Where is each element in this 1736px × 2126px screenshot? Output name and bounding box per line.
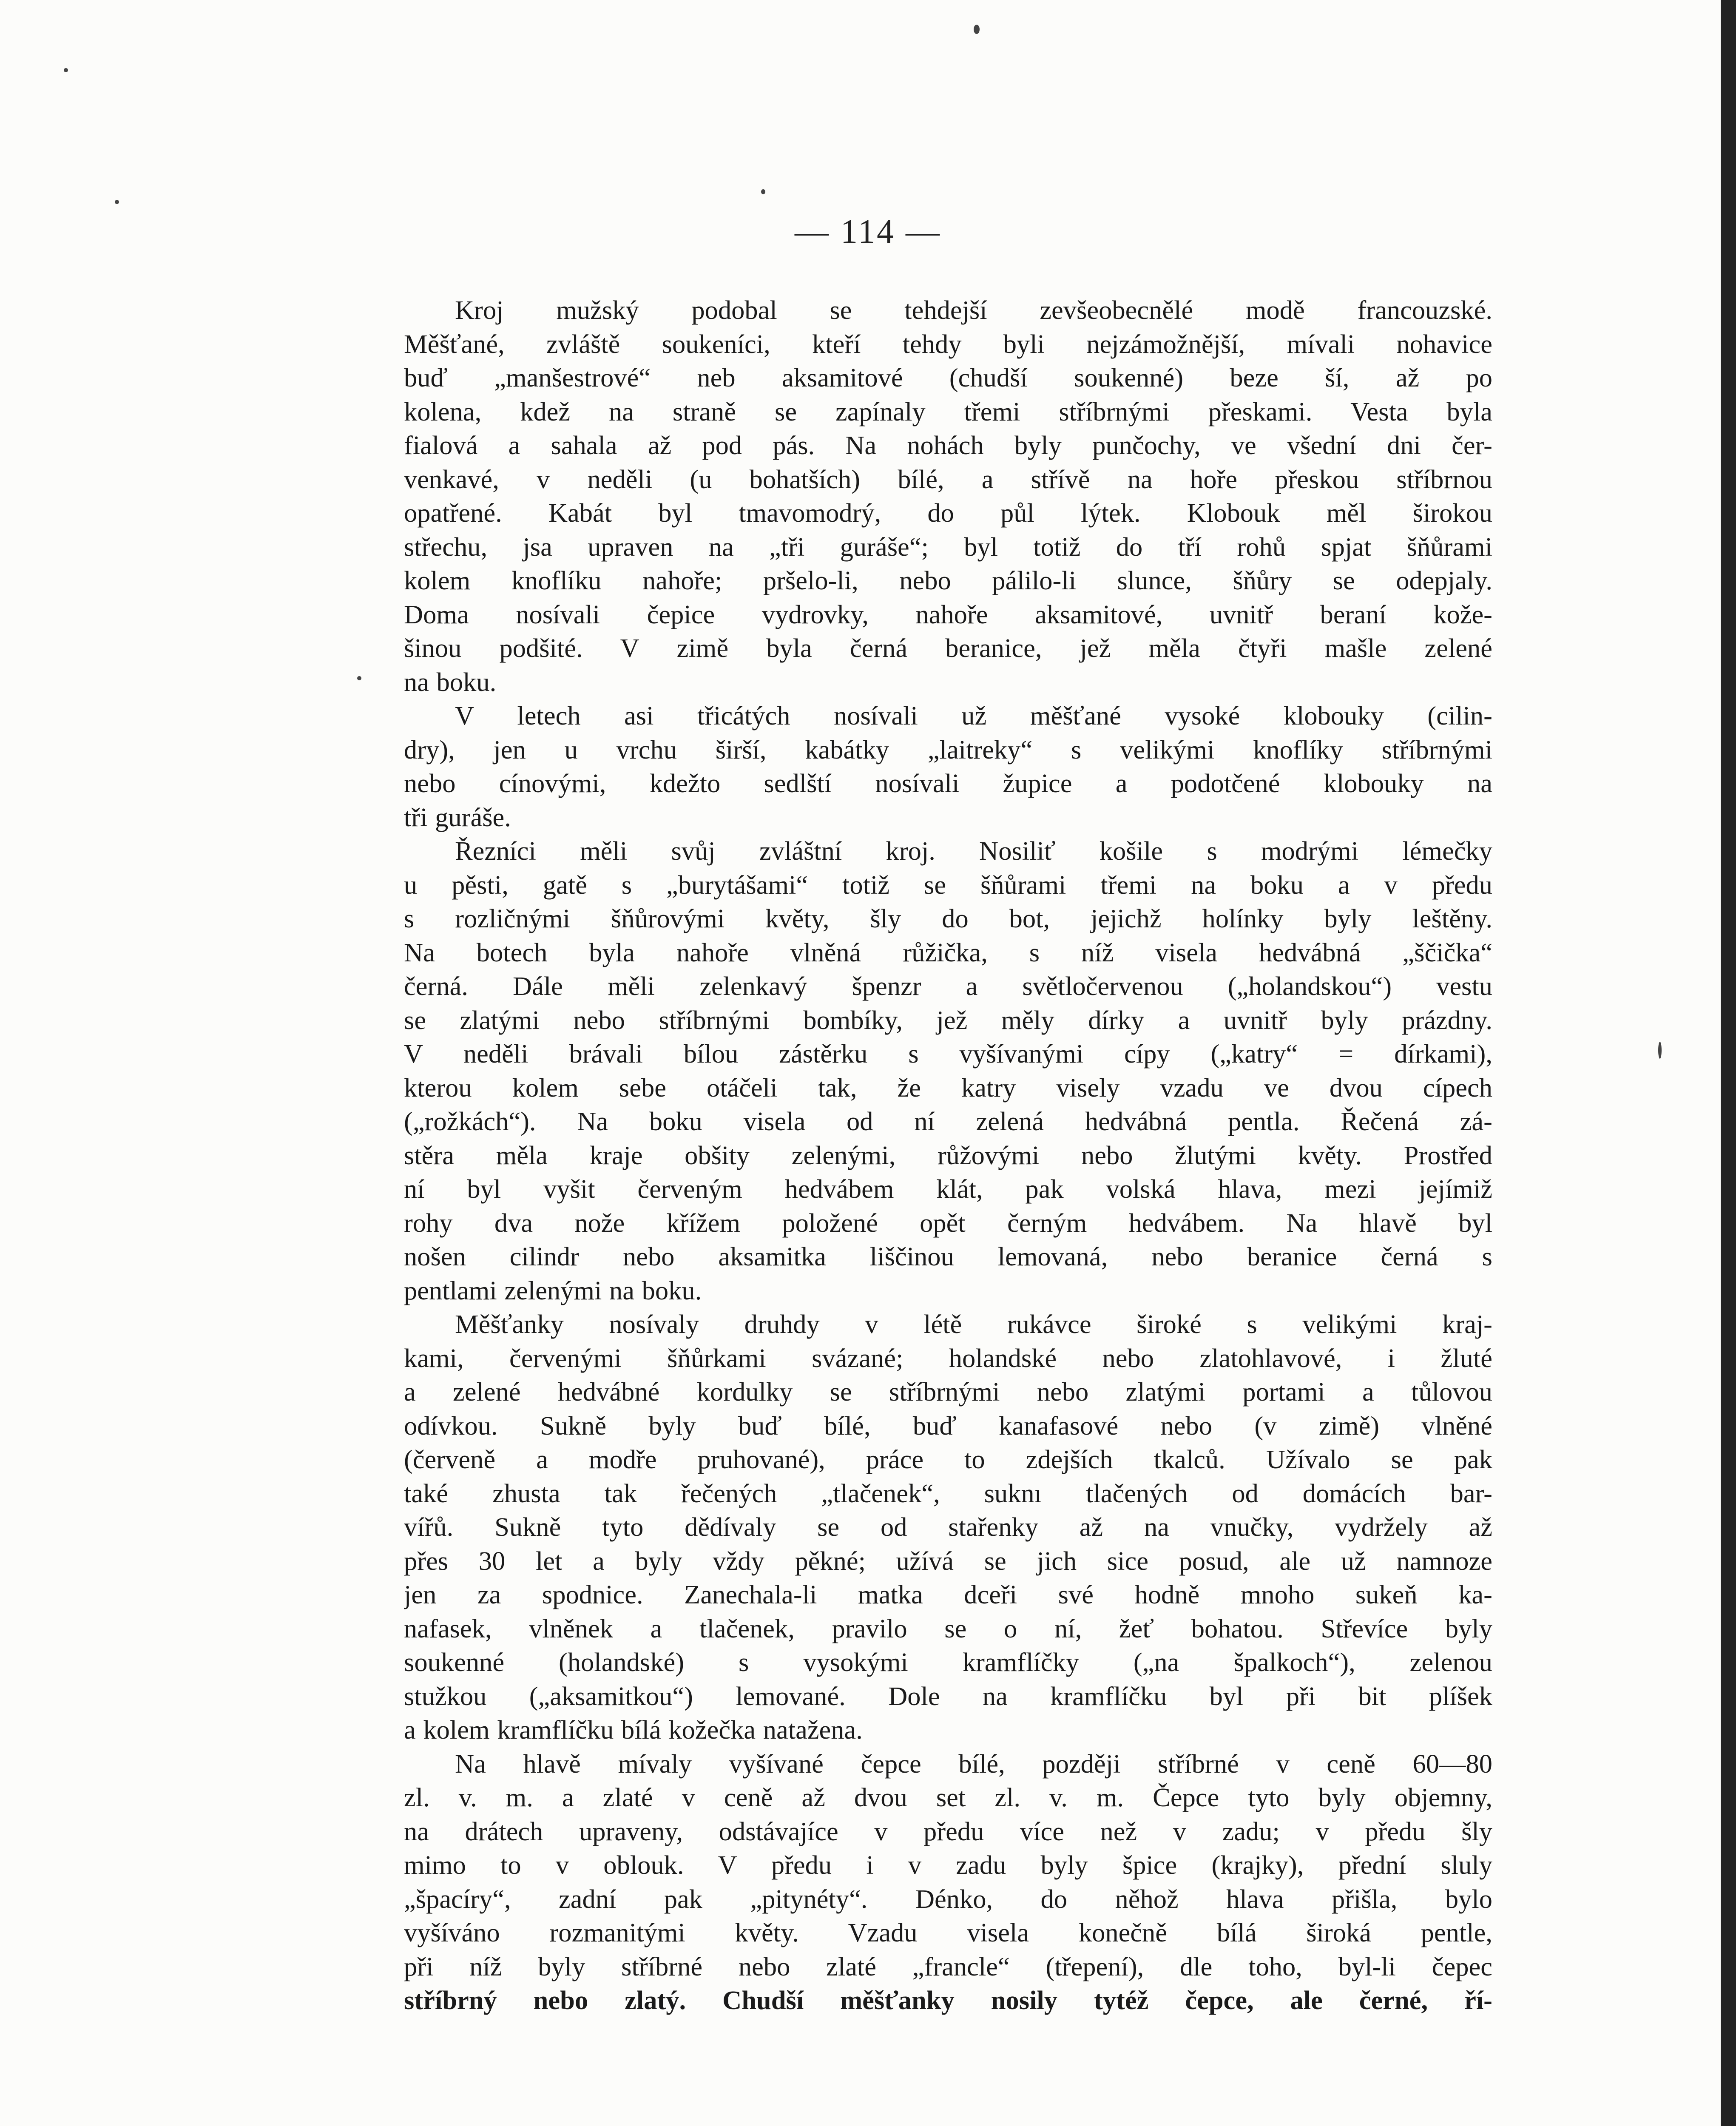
scan-speck [64,68,68,72]
text-line: nošen cilindr nebo aksamitka liščinou lemovaná, nebo beranice černá s [404,1242,1492,1271]
text-line: V neděli brávali bílou zástěrku s vyšívanými cípy („katry“ = dírkami), [404,1039,1492,1069]
page-number: — 114 — [794,213,942,250]
text-line: kolena, kdež na straně se zapínaly třemi stříbrnými přeskami. Vesta byla [404,396,1492,426]
text-line: při níž byly stříbrné nebo zlaté „francle“ (třepení), dle toho, byl-li čepec [404,1951,1492,1981]
text-line: černá. Dále měli zelenkavý špenzr a světločervenou („holandskou“) vestu [404,971,1492,1001]
text-line: „špacíry“, zadní pak „pitynéty“. Dénko, do něhož hlava přišla, bylo [404,1884,1492,1914]
scan-speck [115,200,119,204]
scan-speck [357,676,361,680]
text-line: s rozličnými šňůrovými květy, šly do bot, jejichž holínky byly leštěny. [404,904,1492,933]
text-line: se zlatými nebo stříbrnými bombíky, jež měly dírky a uvnitř byly prázdny. [404,1005,1492,1035]
text-line: stužkou („aksamitkou“) lemované. Dole na kramflíčku byl při bit plíšek [404,1681,1492,1711]
text-line: mimo to v oblouk. V předu i v zadu byly špice (krajky), přední sluly [404,1850,1492,1880]
text-line: fialová a sahala až pod pás. Na nohách byly punčochy, ve všední dni čer- [404,430,1492,460]
body-text [404,293,1492,2018]
text-line: opatřené. Kabát byl tmavomodrý, do půl lýtek. Klobouk měl širokou [404,498,1492,528]
text-line: zl. v. m. a zlaté v ceně až dvou set zl. v. m. Čepce tyto byly objemny, [404,1782,1492,1812]
text-line: nebo cínovými, kdežto sedlští nosívali župice a podotčené klobouky na [404,768,1492,798]
text-line: střechu, jsa upraven na „tři guráše“; byl totiž do tří rohů spjat šňůrami [404,532,1492,562]
text-line: Měšťanky nosívaly druhdy v létě rukávce široké s velikými kraj- [455,1309,1492,1339]
text-line: ní byl vyšit červeným hedvábem klát, pak volská hlava, mezi jejímiž [404,1174,1492,1204]
text-line: pentlami zelenými na boku. [404,1275,702,1305]
text-line: rohy dva nože křížem položené opět černým hedvábem. Na hlavě byl [404,1208,1492,1238]
text-line: vířů. Sukně tyto dědívaly se od stařenky až na vnučky, vydržely až [404,1512,1492,1542]
text-line: stříbrný nebo zlatý. Chudší měšťanky nosily tytéž čepce, ale černé, ří- [404,1985,1492,2015]
text-line: Kroj mužský podobal se tehdejší zevšeobecnělé modě francouzské. [455,295,1492,325]
text-line: kterou kolem sebe otáčeli tak, že katry visely vzadu ve dvou cípech [404,1072,1492,1103]
text-line: kolem knoflíku nahoře; pršelo-li, nebo pálilo-li slunce, šňůry se odepjaly. [404,566,1492,595]
text-line: na drátech upraveny, odstávajíce v předu více než v zadu; v předu šly [404,1816,1492,1846]
text-line: na boku. [404,667,497,697]
scan-speck [761,189,765,194]
text-line: stěra měla kraje obšity zelenými, růžovými nebo žlutými květy. Prostřed [404,1140,1492,1170]
text-line: odívkou. Sukně byly buď bílé, buď kanafasové nebo (v zimě) vlněné [404,1410,1492,1441]
text-line: venkavé, v neděli (u bohatších) bílé, a střívě na hoře přeskou stříbrnou [404,464,1492,494]
text-line: („rožkách“). Na boku visela od ní zelená hedvábná pentla. Řečená zá- [404,1106,1492,1136]
text-line: šinou podšité. V zimě byla černá beranice, jež měla čtyři mašle zelené [404,633,1492,663]
text-line: dry), jen u vrchu širší, kabátky „laitreky“ s velikými knoflíky stříbrnými [404,734,1492,765]
text-line: Měšťané, zvláště soukeníci, kteří tehdy byli nejzámožnější, mívali nohavice [404,329,1492,359]
text-line: Doma nosívali čepice vydrovky, nahoře aksamitové, uvnitř beraní kože- [404,599,1492,629]
text-line: soukenné (holandské) s vysokými kramflíčky („na špalkoch“), zelenou [404,1647,1492,1677]
scan-edge-border [1721,0,1736,2126]
text-line: V letech asi třicátých nosívali už měšťané vysoké klobouky (cilin- [455,701,1492,730]
text-line: tři guráše. [404,802,511,832]
text-line: nafasek, vlněnek a tlačenek, pravilo se o ní, žeť bohatou. Střevíce byly [404,1613,1492,1643]
scan-speck [974,25,980,34]
text-line: Na hlavě mívaly vyšívané čepce bílé, později stříbrné v ceně 60—80 [455,1748,1492,1779]
text-line: také zhusta tak řečených „tlačenek“, suknı tlačených od domácích bar- [404,1478,1492,1508]
text-line: (červeně a modře pruhované), práce to zdejších tkalců. Užívalo se pak [404,1444,1492,1474]
text-line: Řezníci měli svůj zvláštní kroj. Nosiliť košile s modrými lémečky [455,836,1492,866]
text-line: vyšíváno rozmanitými květy. Vzadu visela konečně bílá široká pentle, [404,1918,1492,1947]
text-line: a kolem kramflíčku bílá kožečka natažena. [404,1715,863,1745]
text-line: buď „manšestrové“ neb aksamitové (chudší soukenné) beze ší, až po [404,363,1492,392]
text-line: Na botech byla nahoře vlněná růžička, s níž visela hedvábná „ščička“ [404,937,1492,967]
text-line: jen za spodnice. Zanechala-li matka dceři své hodně mnoho sukeň ka- [404,1580,1492,1609]
text-line: a zelené hedvábné kordulky se stříbrnými nebo zlatými portami a tůlovou [404,1377,1492,1407]
text-line: kami, červenými šňůrkami svázané; holandské nebo zlatohlavové, i žluté [404,1343,1492,1373]
text-line: u pěsti, gatě s „burytášami“ totiž se šňůrami třemi na boku a v předu [404,870,1492,900]
scan-speck [1658,1042,1662,1059]
text-line: přes 30 let a byly vždy pěkné; užívá se jich sice posud, ale už namnoze [404,1546,1492,1576]
